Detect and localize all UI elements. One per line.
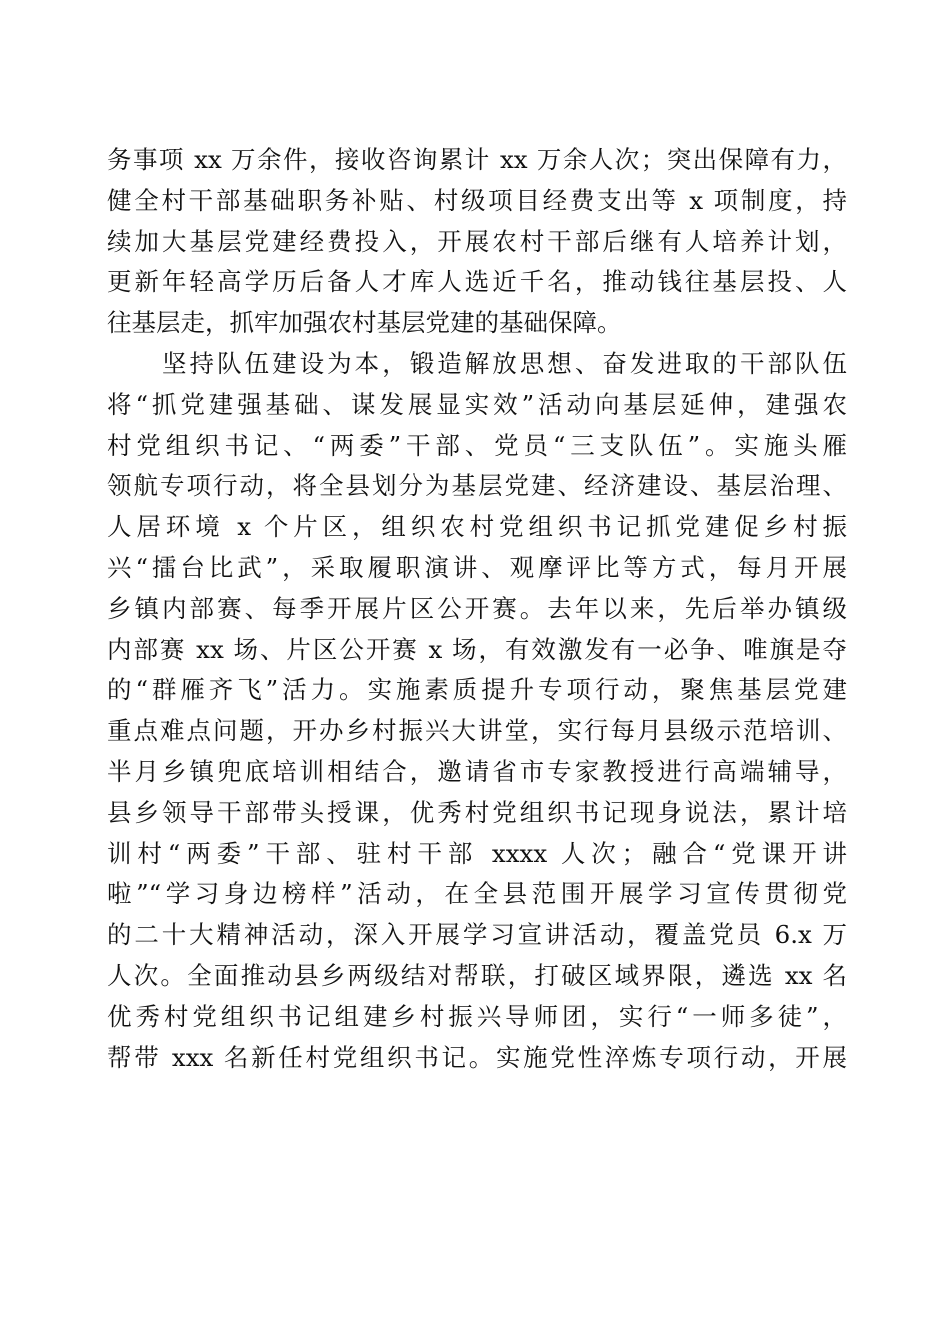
body-text (107, 140, 847, 1078)
text-line-15: 重点难点问题，开办乡村振兴大讲堂，实行每月县级示范培训、 (107, 716, 847, 746)
text-line-19: 啦”“学习身边榜样”活动，在全县范围开展学习宣传贯彻党 (107, 879, 847, 909)
text-line-20: 的二十大精神活动，深入开展学习宣讲活动，覆盖党员 6.x 万 (107, 920, 847, 950)
text-line-2: 健全村干部基础职务补贴、村级项目经费支出等 x 项制度，持 (107, 185, 847, 215)
text-line-10: 人居环境 x 个片区，组织农村党组织书记抓党建促乡村振 (107, 512, 847, 542)
text-line-17: 县乡领导干部带头授课，优秀村党组织书记现身说法，累计培 (107, 797, 847, 827)
text-line-12: 乡镇内部赛、每季开展片区公开赛。去年以来，先后举办镇级 (107, 593, 847, 623)
text-line-4: 更新年轻高学历后备人才库人选近千名，推动钱往基层投、人 (107, 267, 847, 297)
text-line-1: 务事项 xx 万余件，接收咨询累计 xx 万余人次；突出保障有力， (107, 145, 847, 174)
text-line-23: 帮带 xxx 名新任村党组织书记。实施党性淬炼专项行动，开展 (107, 1042, 847, 1072)
text-line-3: 续加大基层党建经费投入，开展农村干部后继有人培养计划， (107, 226, 847, 256)
text-line-5: 往基层走，抓牢加强农村基层党建的基础保障。 (107, 308, 622, 338)
text-line-16: 半月乡镇兜底培训相结合，邀请省市专家教授进行高端辅导， (107, 756, 847, 786)
text-line-7: 将“抓党建强基础、谋发展显实效”活动向基层延伸，建强农 (107, 389, 847, 419)
text-line-8: 村党组织书记、“两委”干部、党员“三支队伍”。实施头雁 (107, 430, 847, 460)
text-line-18: 训村“两委”干部、驻村干部 xxxx 人次；融合“党课开讲 (107, 838, 847, 868)
text-line-9: 领航专项行动，将全县划分为基层党建、经济建设、基层治理、 (107, 471, 847, 501)
text-line-14: 的“群雁齐飞”活力。实施素质提升专项行动，聚焦基层党建 (107, 675, 847, 705)
text-line-6: 坚持队伍建设为本，锻造解放思想、奋发进取的干部队伍 (107, 348, 847, 378)
text-line-22: 优秀村党组织书记组建乡村振兴导师团，实行“一师多徒”， (107, 1001, 847, 1031)
text-line-13: 内部赛 xx 场、片区公开赛 x 场，有效激发有一必争、唯旗是夺 (107, 634, 847, 664)
text-line-11: 兴“擂台比武”，采取履职演讲、观摩评比等方式，每月开展 (107, 552, 847, 582)
text-line-21: 人次。全面推动县乡两级结对帮联，打破区域界限，遴选 xx 名 (107, 960, 847, 990)
